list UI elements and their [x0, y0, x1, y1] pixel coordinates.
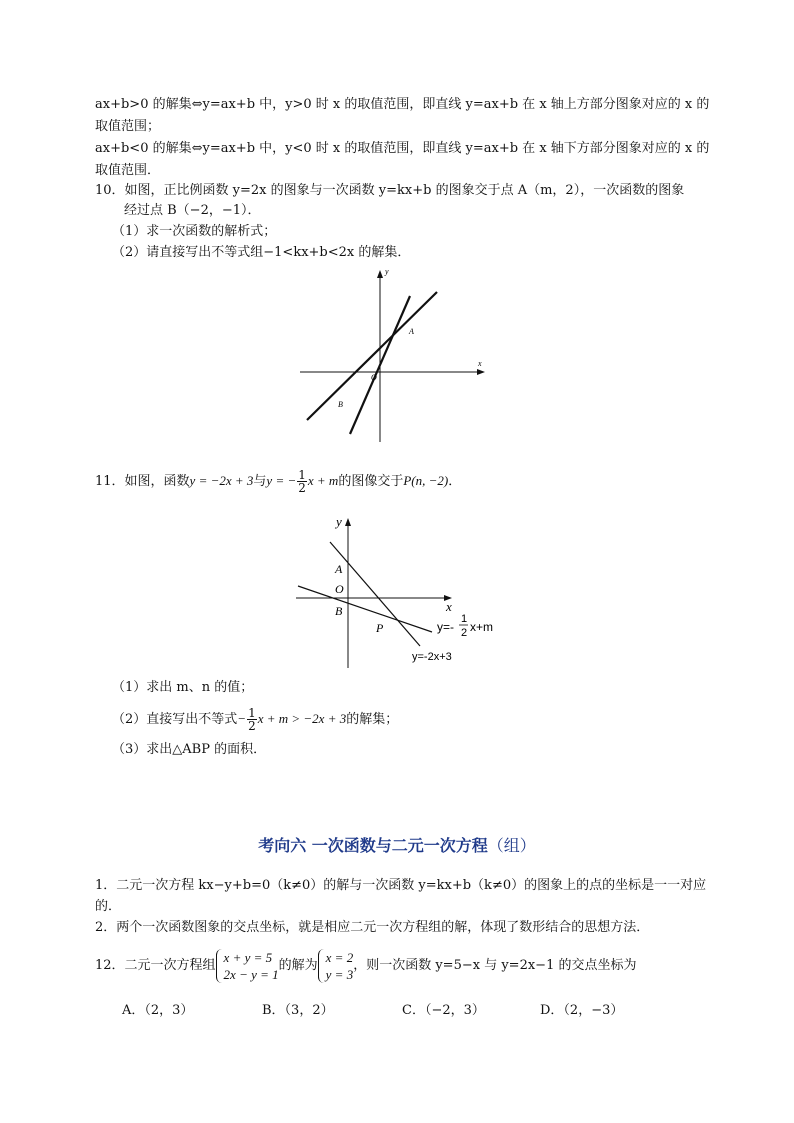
- q10-figure: [295, 262, 495, 447]
- q11-sub-2-a: （2）直接写出不等式: [112, 712, 238, 727]
- q12-eq-1: x + y = 5: [223, 949, 273, 965]
- q11-sub-2-den: 2: [248, 719, 256, 733]
- q11-end: ．: [448, 474, 462, 489]
- q11-sub-2-num: 1: [248, 706, 256, 720]
- note-1-line-2: 的．: [95, 899, 122, 914]
- intro-line-1: ax+b>0 的解集⇔y=ax+b 中，y>0 时 x 的取值范围，即直线 y=ax+b 在 x 轴上方部分图象对应的 x 的: [95, 97, 710, 112]
- q11-y-arrow: [345, 518, 351, 526]
- q11-line-1-label-num: 1: [461, 613, 468, 625]
- q11-point-p-label: P: [376, 621, 384, 635]
- q10-line-1: 10．如图，正比例函数 y=2x 的图象与一次函数 y=kx+b 的图象交于点 A（m，2），一次函数的图象: [95, 183, 685, 198]
- q11-sub-2-b: x + m > −2x + 3: [257, 711, 347, 726]
- q11-line-1-label-a: y=-: [437, 620, 455, 634]
- q12-prefix: 12．二元一次方程组: [95, 958, 216, 973]
- q12-option-d: D．（2，−3）: [540, 1003, 624, 1018]
- q11-line-1-label-den: 2: [461, 627, 468, 639]
- q11-sub-1: （1）求出 m、n 的值；: [112, 680, 254, 695]
- q11-y-label: y: [336, 514, 342, 529]
- section-title: 考向六 一次函数与二元一次方程: [258, 836, 488, 855]
- q11-function-1: y = −2x + 3: [189, 473, 254, 488]
- section-title-paren: （组）: [487, 836, 536, 855]
- q11-fraction: [297, 469, 307, 494]
- q11-mid-2: 的图像交于: [338, 474, 404, 489]
- q11-fraction-den: 2: [298, 481, 306, 495]
- q12-option-b: B．（3，2）: [262, 1003, 334, 1018]
- q10-line-2: 经过点 B（−2，−1）．: [124, 203, 261, 218]
- q12-solution-system: [318, 949, 354, 983]
- q11-x-label: x: [446, 599, 452, 614]
- q10-origin-label: O: [371, 373, 377, 382]
- q11-sub-3: （3）求出△ABP 的面积．: [112, 742, 267, 757]
- q12-eq-2: 2x − y = 1: [223, 966, 279, 982]
- q11-origin-label: O: [335, 582, 344, 596]
- q11-sub-2-minus: −: [237, 711, 247, 726]
- q12-mid: 的解为: [278, 958, 318, 973]
- q12-sol-1: x = 2: [325, 949, 354, 965]
- q11-sub-2-c: 的解集；: [346, 712, 399, 727]
- intro-line-2: 取值范围；: [95, 119, 161, 134]
- q12-brace-1: [216, 949, 223, 983]
- q11-sub-2-fraction: [247, 707, 257, 732]
- q12-option-c: C．（−2，3）: [402, 1003, 485, 1018]
- q11-line: [95, 469, 461, 494]
- note-2: 2．两个一次函数图象的交点坐标，就是相应二元一次方程组的解，体现了数形结合的思想方法．: [95, 920, 650, 935]
- q11-point: P(n, −2): [403, 473, 449, 488]
- q10-sub-1: （1）求一次函数的解析式；: [112, 224, 277, 239]
- q12-brace-2: [318, 949, 325, 983]
- q10-sub-2: （2）请直接写出不等式组−1<kx+b<2x 的解集．: [112, 245, 411, 260]
- q10-y-arrow: [377, 270, 383, 278]
- q12-suffix: ，则一次函数 y=5−x 与 y=2x−1 的交点坐标为: [353, 958, 637, 973]
- q10-y-label: y: [385, 267, 389, 276]
- q11-fraction-num: 1: [298, 468, 306, 482]
- q11-function-2-a: y = −: [266, 473, 297, 488]
- q12-option-a: A．（2，3）: [122, 1003, 194, 1018]
- q12-sol-2: y = 3: [325, 966, 354, 982]
- q11-function-2-b: x + m: [307, 473, 339, 488]
- q11-point-b-label: B: [335, 604, 343, 618]
- q11-mid: 与: [253, 474, 267, 489]
- q10-line-kx-b: [307, 292, 437, 420]
- q10-point-a-label: A: [409, 327, 414, 336]
- q12-equation-system: [216, 949, 279, 983]
- q10-point-b-label: B: [338, 400, 343, 409]
- q11-point-a-label: A: [335, 562, 343, 576]
- q11-line-neg-half: [298, 586, 432, 632]
- intro-line-4: 取值范围．: [95, 163, 161, 178]
- q10-x-label: x: [478, 359, 482, 368]
- q11-sub-2: [112, 707, 398, 732]
- q12-line: [95, 946, 636, 986]
- q10-x-arrow: [477, 369, 485, 375]
- section-heading: [0, 833, 794, 856]
- intro-line-3: ax+b<0 的解集⇔y=ax+b 中，y<0 时 x 的取值范围，即直线 y=ax+b 在 x 轴下方部分图象对应的 x 的: [95, 141, 710, 156]
- note-1-line-1: 1．二元一次方程 kx−y+b=0（k≠0）的解与一次函数 y=kx+b（k≠0）的图象上的点的坐标是一一对应: [95, 878, 707, 893]
- q11-figure: [290, 512, 510, 672]
- q11-line-1-label-b: x+m: [470, 620, 494, 634]
- q11-line-2-label: y=-2x+3: [412, 651, 452, 663]
- q11-prefix: 11．如图，函数: [95, 474, 190, 489]
